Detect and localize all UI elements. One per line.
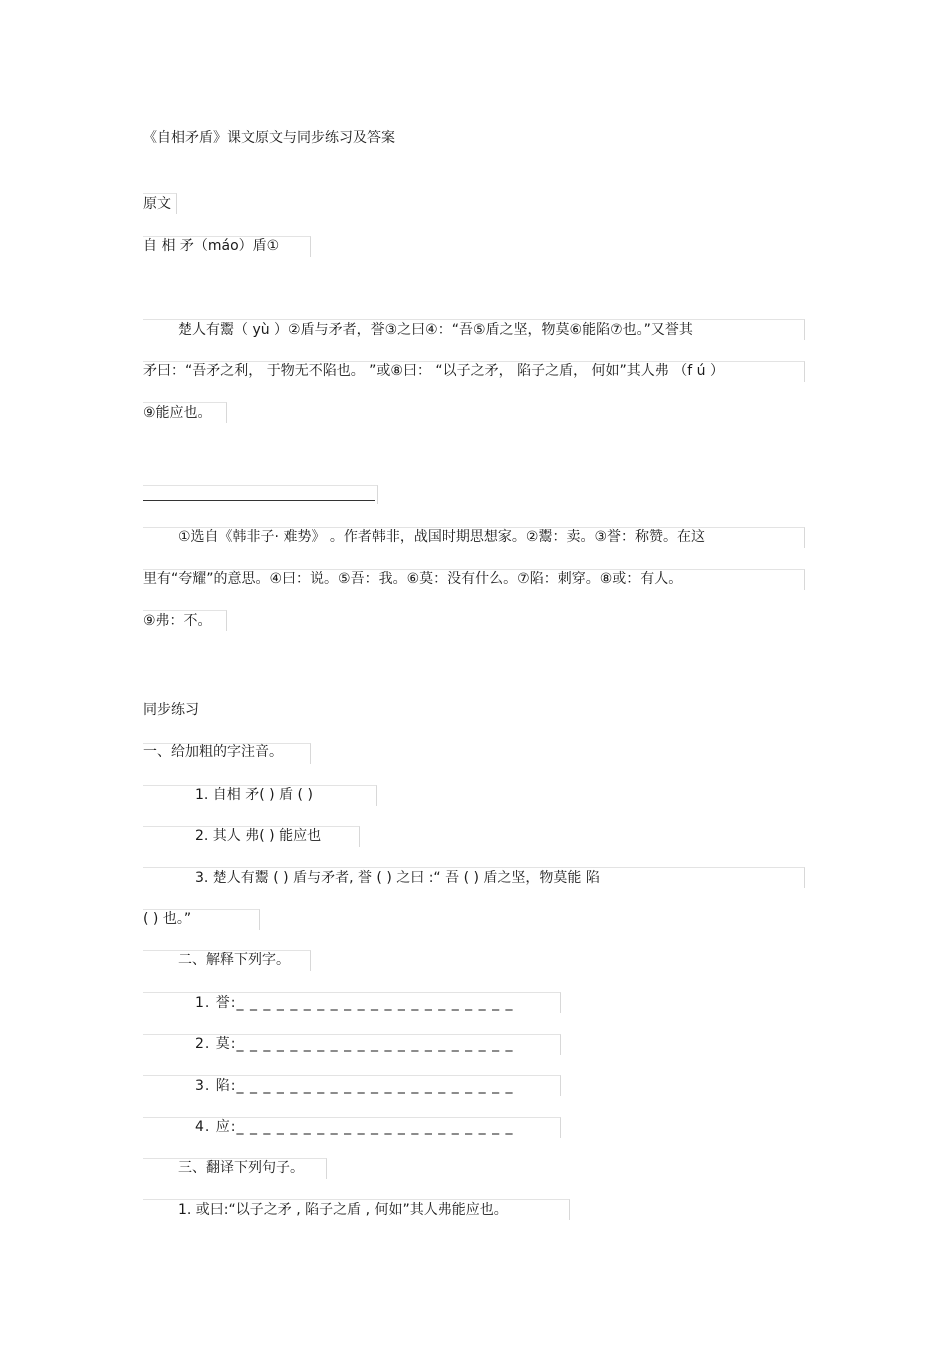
text-title: 自 相 矛（máo）盾①: [143, 238, 280, 254]
section-heading-exercises: 同步练习: [143, 702, 199, 718]
exercise-2-item-2: 2. 莫:_ _ _ _ _ _ _ _ _ _ _ _ _ _ _ _ _ _ _ _ _: [195, 1036, 514, 1052]
exercise-3-title: 三、翻译下列句子。: [178, 1160, 304, 1176]
page-title: 《自相矛盾》课文原文与同步练习及答案: [143, 130, 395, 146]
original-line-2: 矛曰：“吾矛之利， 于物无不陷也。 ”或⑧曰： “以子之矛， 陷子之盾， 何如”其人弗 （f ú ）: [143, 363, 724, 379]
note-line-3: ⑨弗：不。: [143, 613, 212, 629]
exercise-1-title: 一、给加粗的字注音。: [143, 744, 283, 760]
notes-separator: [143, 500, 375, 501]
exercise-1-item-3: 3. 楚人有鬻 ( ) 盾与矛者, 誉 ( ) 之曰 :“ 吾 ( ) 盾之坚，物莫能 陷: [195, 870, 600, 886]
exercise-3-item-1: 1. 或曰:“以子之矛 , 陷子之盾 , 何如”其人弗能应也。: [178, 1202, 508, 1218]
exercise-2-item-1: 1. 誉:_ _ _ _ _ _ _ _ _ _ _ _ _ _ _ _ _ _ _ _ _: [195, 995, 514, 1011]
exercise-2-item-4: 4. 应:_ _ _ _ _ _ _ _ _ _ _ _ _ _ _ _ _ _ _ _ _: [195, 1119, 514, 1135]
note-line-2: 里有“夸耀”的意思。④曰：说。⑤吾：我。⑥莫：没有什么。⑦陷：刺穿。⑧或：有人。: [143, 571, 683, 587]
note-line-1: ①选自《韩非子· 难势》 。作者韩非，战国时期思想家。②鬻：卖。③誉：称赞。在这: [178, 529, 706, 545]
exercise-1-item-3-cont: ( ) 也。”: [143, 911, 192, 927]
exercise-1-item-2: 2. 其人 弗( ) 能应也: [195, 828, 322, 844]
exercise-2-title: 二、解释下列字。: [178, 952, 290, 968]
exercise-2-item-3: 3. 陷:_ _ _ _ _ _ _ _ _ _ _ _ _ _ _ _ _ _ _ _ _: [195, 1078, 514, 1094]
original-line-3: ⑨能应也。: [143, 405, 212, 421]
original-line-1: 楚人有鬻（ yù ）②盾与矛者，誉③之曰④：“吾⑤盾之坚，物莫⑥能陷⑦也。”又誉其: [178, 322, 693, 338]
section-heading-original: 原文: [143, 196, 171, 212]
exercise-1-item-1: 1. 自相 矛( ) 盾 ( ): [195, 787, 313, 803]
